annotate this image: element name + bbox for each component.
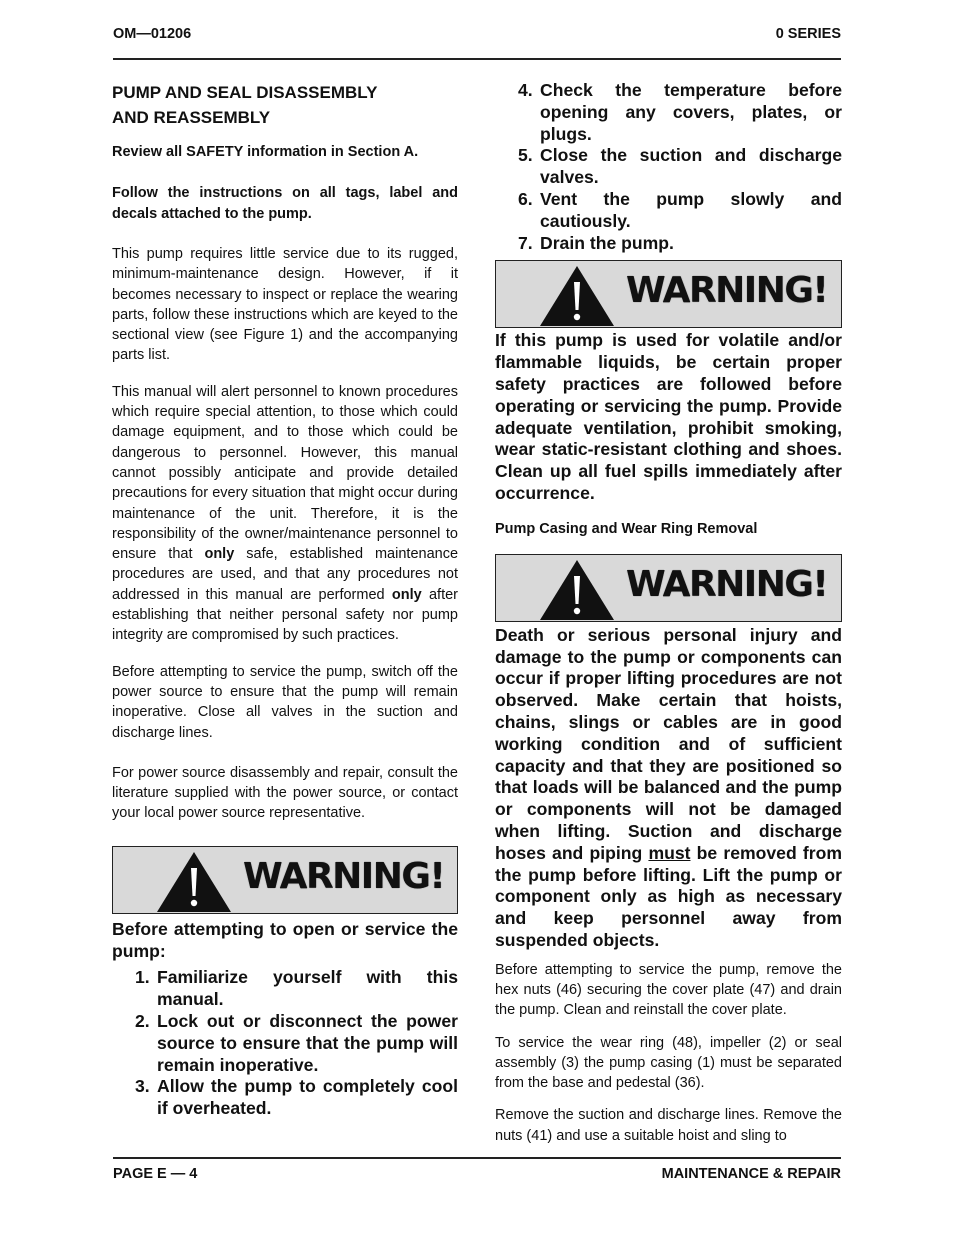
section-title-line2: AND REASSEMBLY bbox=[112, 108, 271, 127]
warning-triangle-icon bbox=[538, 558, 616, 622]
flammable-warning-text: If this pump is used for volatile and/or flammable liquids, be certain proper safety practices are followed before operating or servicing the pump. Provide adequate ventilation, prohibit smoking, wear static-resistant clothing and shoes. Clean up all fuel spills immediately after occurrence. bbox=[495, 330, 842, 503]
warning-label: WARNING! bbox=[626, 270, 828, 312]
responsibility-paragraph: This manual will alert personnel to known procedures which require special attention, to those which could damage equipment, and to those which could be dangerous to personnel. However, this manual cannot possibly anticipate and provide detailed precautions for every situation that might occur during maintenance of the unit. Therefore, it is the responsibility of the owner/maintenance personnel to ensure that only safe, established maintenance procedures are used, and that any procedures not addressed in this manual are performed only after establishing that neither personal safety nor pump integrity are compromised by such practices. bbox=[112, 383, 459, 644]
series-name: 0 SERIES bbox=[775, 26, 841, 42]
warning-label: WARNING! bbox=[243, 855, 445, 897]
steps-list bbox=[135, 967, 458, 1120]
step-item: 4. Check the temperature before opening any covers, plates, or plugs. bbox=[518, 80, 842, 144]
footer-rule bbox=[113, 1157, 841, 1159]
disassembly-paragraph: For power source disassembly and repair, consult the literature supplied with the power source, or contact your local power source representative. bbox=[112, 764, 458, 822]
wear-ring-paragraph: To service the wear ring (48), impeller (2) or seal assembly (3) the pump casing (1) must be separated from the base and pedestal (36). bbox=[495, 1034, 842, 1092]
intro-paragraph: This pump requires little service due to its rugged, minimum-maintenance design. However, if it becomes necessary to inspect or replace the wearing parts, follow these instructions which are keyed to the sectional view (see Figure 1) and the accompanying parts list. bbox=[112, 246, 458, 364]
chapter-name: MAINTENANCE & REPAIR bbox=[661, 1166, 841, 1182]
warning-box-lifting bbox=[495, 554, 842, 622]
left-column bbox=[112, 80, 458, 1120]
step-item: 7. Drain the pump. bbox=[518, 232, 674, 253]
follow-tags-note: Follow the instructions on all tags, label and decals attached to the pump. bbox=[112, 185, 458, 222]
warning-triangle-icon bbox=[155, 850, 233, 914]
page-footer bbox=[113, 1166, 841, 1186]
warning-triangle-icon bbox=[538, 264, 616, 328]
lifting-warning-text: Death or serious personal injury and damage to the pump or components can occur if proper lifting procedures are not observed. Make certain that hoists, chains, slings or cables are in good working condition and of sufficient capacity and that they are positioned so that loads will be balanced and the pump or components will not be damaged when lifting. Suction and discharge hoses and piping must be removed from the pump before lifting. Lift the pump or component only as high as necessary and keep personnel away from suspended objects. bbox=[495, 624, 842, 950]
step-item: 6. Vent the pump slowly and cautiously. bbox=[518, 188, 842, 231]
power-source-paragraph: Before attempting to service the pump, switch off the power source to ensure that the pump will remain inoperative. Close all valves in the suction and discharge lines. bbox=[112, 663, 458, 741]
step-item: 2. Lock out or disconnect the power source to ensure that the pump will remain inoperative. bbox=[135, 1010, 458, 1075]
warning-box-flammable bbox=[495, 260, 842, 328]
step-item: 3. Allow the pump to completely cool if overheated. bbox=[135, 1076, 458, 1119]
drain-paragraph: Before attempting to service the pump, remove the hex nuts (46) securing the cover plate (47) and drain the pump. Clean and reinstall the cover plate. bbox=[495, 961, 842, 1019]
subheading-casing-removal: Pump Casing and Wear Ring Removal bbox=[495, 520, 758, 537]
review-safety-note: Review all SAFETY information in Section A. bbox=[112, 144, 419, 160]
document-number: OM—01206 bbox=[113, 26, 192, 42]
remove-lines-paragraph: Remove the suction and discharge lines. Remove the nuts (41) and use a suitable hoist and sling to bbox=[495, 1107, 842, 1144]
warning-box bbox=[112, 846, 458, 914]
page-header bbox=[113, 26, 841, 46]
page-number: PAGE E — 4 bbox=[113, 1166, 198, 1182]
step-item: 5. Close the suction and discharge valves. bbox=[518, 145, 842, 188]
warning-label: WARNING! bbox=[626, 563, 828, 605]
header-rule bbox=[113, 58, 841, 60]
section-title-line1: PUMP AND SEAL DISASSEMBLY bbox=[112, 83, 378, 102]
step-item: 1. Familiarize yourself with this manual. bbox=[135, 967, 458, 1010]
warning-intro: Before attempting to open or service the pump: bbox=[112, 918, 458, 961]
right-column bbox=[495, 80, 842, 1146]
steps-list-continued bbox=[518, 80, 842, 254]
